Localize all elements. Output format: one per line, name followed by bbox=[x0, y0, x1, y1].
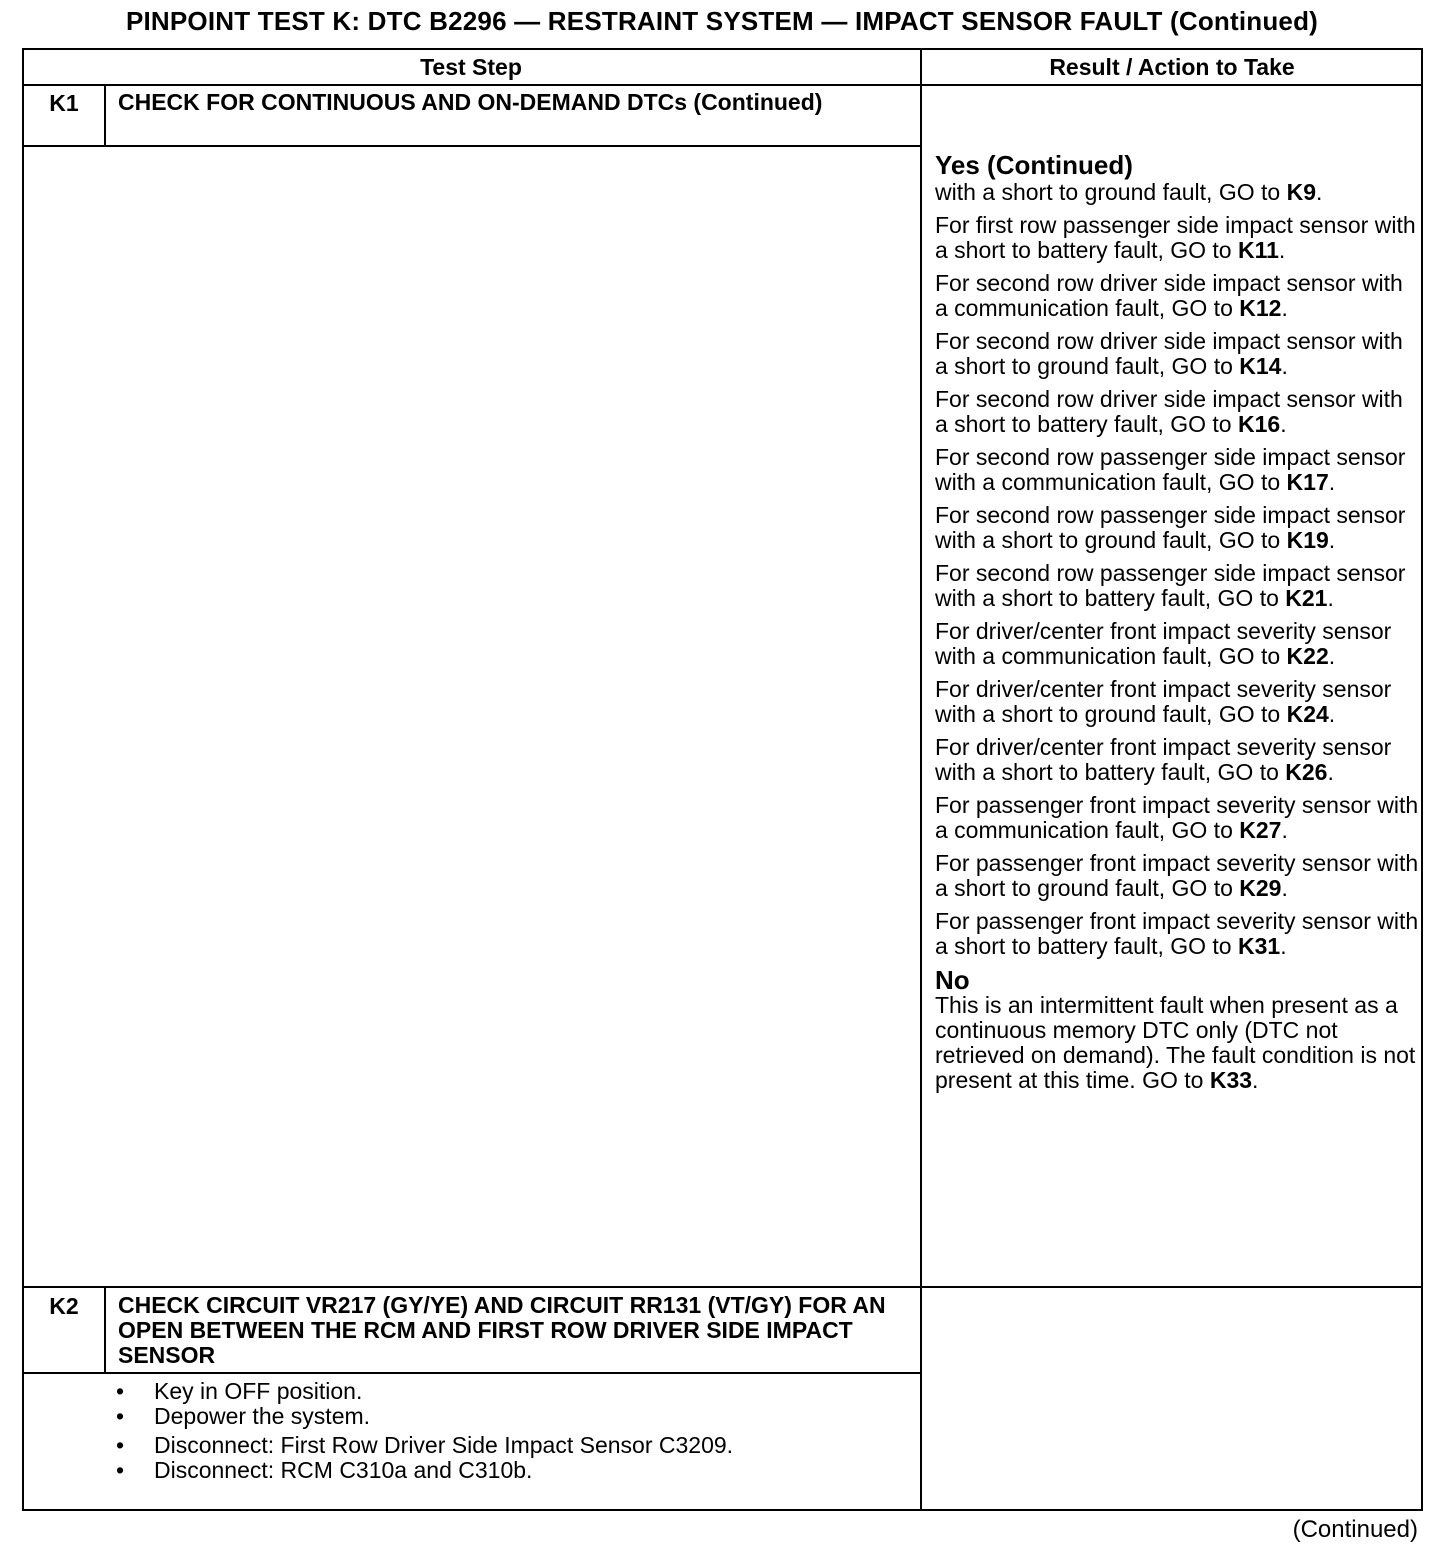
bullet-icon: • bbox=[116, 1432, 125, 1458]
result-yes-item: For second row driver side impact sensor with a short to battery fault, GO to K16. bbox=[935, 386, 1403, 437]
step-reference: K9 bbox=[1286, 179, 1316, 205]
result-yes-item: For second row driver side impact sensor with a communication fault, GO to K12. bbox=[935, 270, 1403, 321]
step-reference: K11 bbox=[1237, 237, 1279, 263]
bullet-icon: • bbox=[116, 1457, 125, 1483]
step-reference: K26 bbox=[1285, 759, 1328, 785]
result-yes-item: For first row passenger side impact sensor with a short to battery fault, GO to K11. bbox=[935, 212, 1416, 263]
step-reference: K27 bbox=[1239, 817, 1282, 843]
step-k2-title: CHECK CIRCUIT VR217 (GY/YE) AND CIRCUIT RR131 (VT/GY) FOR AN OPEN BETWEEN THE RCM AND FIRST ROW DRIVER SIDE IMPACT SENSOR bbox=[118, 1292, 886, 1368]
result-yes-item: For second row passenger side impact sensor with a short to battery fault, GO to K21. bbox=[935, 560, 1406, 611]
k2-action-list bbox=[112, 1379, 902, 1483]
k2-action-item: • Disconnect: First Row Driver Side Impact Sensor C3209. bbox=[116, 1432, 734, 1458]
bullet-icon: • bbox=[116, 1403, 125, 1429]
k1-results bbox=[935, 150, 1420, 1093]
k1-id-divider bbox=[104, 85, 106, 147]
k2-title-bottom-line bbox=[22, 1372, 922, 1374]
k2-action-item: • Disconnect: RCM C310a and C310b. bbox=[116, 1457, 533, 1483]
result-yes-item: For passenger front impact severity sensor with a communication fault, GO to K27. bbox=[935, 792, 1419, 843]
step-reference: K22 bbox=[1286, 643, 1329, 669]
step-k1-id: K1 bbox=[49, 90, 79, 116]
result-yes-item: For second row passenger side impact sensor with a communication fault, GO to K17. bbox=[935, 444, 1406, 495]
step-k2-id: K2 bbox=[49, 1293, 79, 1319]
k2-action-item: • Key in OFF position. bbox=[116, 1378, 363, 1404]
step-reference: K12 bbox=[1239, 295, 1282, 321]
page-title: PINPOINT TEST K: DTC B2296 — RESTRAINT SYSTEM — IMPACT SENSOR FAULT (Continued) bbox=[125, 6, 1319, 36]
k1-title-bottom-line bbox=[22, 145, 922, 147]
step-reference: K21 bbox=[1285, 585, 1328, 611]
bullet-icon: • bbox=[116, 1378, 125, 1404]
column-header-test-step: Test Step bbox=[420, 54, 522, 80]
header-bottom-line bbox=[22, 84, 1423, 86]
step-reference: K29 bbox=[1239, 875, 1282, 901]
k2-id-divider bbox=[104, 1287, 106, 1374]
result-yes-item: For driver/center front impact severity sensor with a short to ground fault, GO to K24. bbox=[935, 676, 1392, 727]
step-reference: K31 bbox=[1237, 933, 1281, 959]
step-reference: K16 bbox=[1237, 411, 1281, 437]
result-yes-item: For driver/center front impact severity sensor with a communication fault, GO to K22. bbox=[935, 618, 1392, 669]
result-yes-item: For driver/center front impact severity sensor with a short to battery fault, GO to K26. bbox=[935, 734, 1392, 785]
column-header-result-action: Result / Action to Take bbox=[1049, 54, 1295, 80]
result-yes-item: For second row driver side impact sensor with a short to ground fault, GO to K14. bbox=[935, 328, 1403, 379]
continued-footer: (Continued) bbox=[1292, 1516, 1418, 1543]
vertical-divider-main bbox=[920, 48, 922, 1511]
result-no-heading: No bbox=[935, 965, 970, 995]
result-yes-item: For second row passenger side impact sensor with a short to ground fault, GO to K19. bbox=[935, 502, 1406, 553]
result-yes-item: For passenger front impact severity sensor with a short to battery fault, GO to K31. bbox=[935, 908, 1419, 959]
result-yes-item: with a short to ground fault, GO to K9. bbox=[935, 179, 1323, 205]
result-yes-heading: Yes (Continued) bbox=[935, 150, 1133, 180]
k1-row-bottom-line bbox=[22, 1286, 1423, 1288]
k2-action-item: • Depower the system. bbox=[116, 1403, 371, 1429]
step-reference: K24 bbox=[1286, 701, 1329, 727]
step-reference: K14 bbox=[1239, 353, 1282, 379]
result-yes-list bbox=[935, 180, 1420, 959]
step-reference: K17 bbox=[1286, 469, 1329, 495]
result-yes-item: For passenger front impact severity sensor with a short to ground fault, GO to K29. bbox=[935, 850, 1419, 901]
step-reference: K19 bbox=[1286, 527, 1329, 553]
result-no-text: This is an intermittent fault when present as a continuous memory DTC only (DTC not retrieved on demand). The fault condition is not present at this time. GO to K33. bbox=[935, 992, 1416, 1093]
step-k1-title: CHECK FOR CONTINUOUS AND ON-DEMAND DTCs (Continued) bbox=[118, 89, 823, 115]
